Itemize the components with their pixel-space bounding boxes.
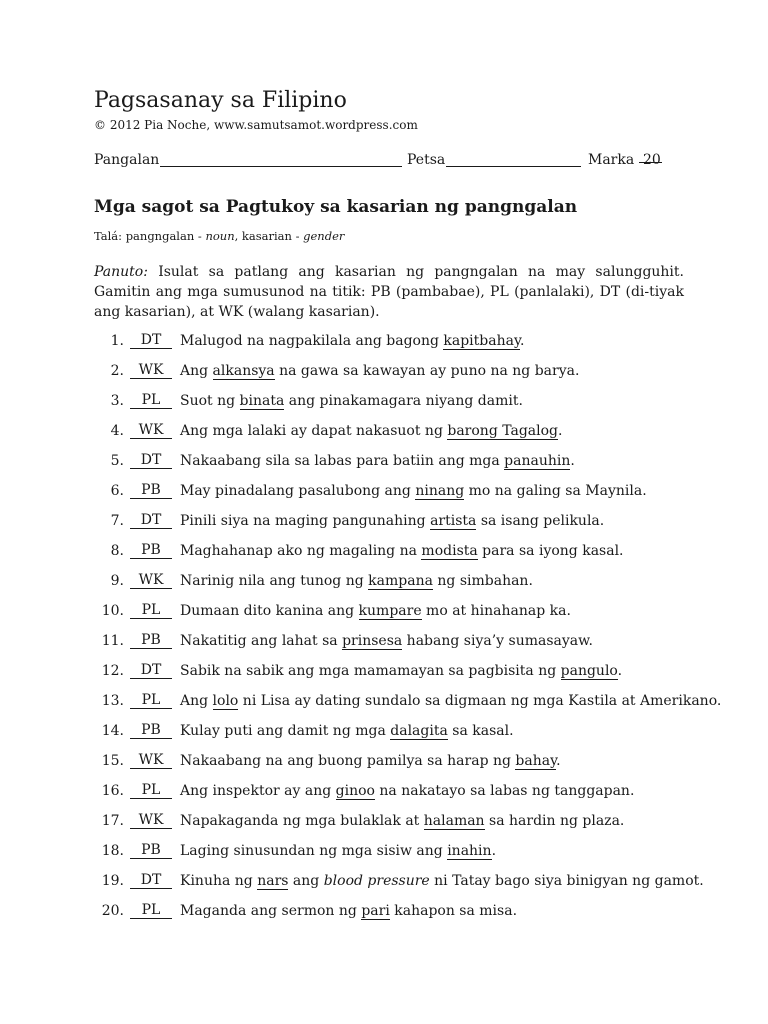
answer-blank[interactable]: PB bbox=[130, 842, 172, 859]
sentence-text: ni Lisa ay dating sundalo sa digmaan ng mga Kastila at Amerikano. bbox=[238, 693, 722, 709]
sentence-text: . bbox=[491, 843, 497, 859]
sentence-text: Napakaganda ng mga bulaklak at bbox=[180, 813, 424, 829]
sentence-text: sa hardin ng plaza. bbox=[484, 813, 625, 829]
item-sentence bbox=[180, 512, 604, 530]
item-number: 19. bbox=[101, 873, 124, 889]
sentence-text: . bbox=[570, 453, 575, 469]
underlined-noun: pari bbox=[361, 903, 390, 919]
item-sentence bbox=[180, 872, 704, 890]
answer-blank[interactable]: PL bbox=[130, 692, 172, 709]
date-label: Petsa bbox=[407, 152, 446, 168]
underlined-noun: barong Tagalog bbox=[447, 423, 559, 439]
answer-blank[interactable]: DT bbox=[130, 332, 172, 349]
sentence-text: May pinadalang pasalubong ang bbox=[180, 483, 416, 499]
answer-blank[interactable]: WK bbox=[130, 422, 172, 439]
list-item bbox=[0, 600, 768, 630]
list-item bbox=[0, 570, 768, 600]
sentence-text: habang siya’y sumasayaw. bbox=[402, 633, 593, 649]
sentence-text: para sa iyong kasal. bbox=[477, 543, 624, 559]
instructions-label: Panuto: bbox=[94, 264, 148, 280]
score-total: 20 bbox=[643, 152, 661, 168]
sentence-text: Ang mga lalaki ay dapat nakasuot ng bbox=[180, 423, 448, 439]
sentence-text: na nakatayo sa labas ng tanggapan. bbox=[374, 783, 635, 799]
item-number: 4. bbox=[110, 423, 124, 439]
answer-blank[interactable]: PL bbox=[130, 602, 172, 619]
answer-blank[interactable]: PB bbox=[130, 722, 172, 739]
sentence-text: Ang bbox=[180, 363, 213, 379]
item-number: 3. bbox=[110, 393, 124, 409]
underlined-noun: prinsesa bbox=[342, 633, 403, 649]
list-item bbox=[0, 630, 768, 660]
item-sentence bbox=[180, 722, 514, 740]
item-number: 15. bbox=[101, 753, 124, 769]
name-label: Pangalan bbox=[94, 152, 160, 168]
underlined-noun: bahay bbox=[515, 753, 557, 769]
item-number: 5. bbox=[110, 453, 124, 469]
sentence-text: Ang bbox=[180, 693, 213, 709]
list-item bbox=[0, 840, 768, 870]
answer-blank[interactable]: PL bbox=[130, 902, 172, 919]
list-item bbox=[0, 390, 768, 420]
sentence-text: ang bbox=[288, 873, 324, 889]
italic-term: blood pressure bbox=[323, 873, 430, 889]
list-item bbox=[0, 360, 768, 390]
underlined-noun: dalagita bbox=[390, 723, 448, 739]
sentence-text: . bbox=[520, 333, 525, 349]
item-number: 16. bbox=[101, 783, 124, 799]
sentence-text: mo na galing sa Maynila. bbox=[464, 483, 647, 499]
instructions bbox=[94, 262, 684, 322]
item-sentence bbox=[180, 752, 561, 770]
sentence-text: . bbox=[558, 423, 563, 439]
item-number: 17. bbox=[101, 813, 124, 829]
note-label: Talá: pangngalan - bbox=[94, 229, 206, 243]
list-item bbox=[0, 510, 768, 540]
list-item bbox=[0, 660, 768, 690]
item-number: 13. bbox=[101, 693, 124, 709]
sentence-text: Nakaabang sila sa labas para batiin ang mga bbox=[180, 453, 505, 469]
underlined-noun: panauhin bbox=[504, 453, 571, 469]
item-sentence bbox=[180, 782, 634, 800]
answer-blank[interactable]: WK bbox=[130, 812, 172, 829]
score-label: Marka bbox=[588, 152, 635, 168]
note-noun: noun bbox=[205, 229, 235, 243]
copyright-notice: © 2012 Pia Noche, www.samutsamot.wordpress.com bbox=[94, 118, 418, 132]
section-heading: Mga sagot sa Pagtukoy sa kasarian ng pangngalan bbox=[94, 197, 578, 217]
sentence-text: Kulay puti ang damit ng mga bbox=[180, 723, 391, 739]
underlined-noun: lolo bbox=[212, 693, 239, 709]
answer-blank[interactable]: PL bbox=[130, 392, 172, 409]
sentence-text: ang pinakamagara niyang damit. bbox=[284, 393, 523, 409]
item-number: 10. bbox=[101, 603, 124, 619]
list-item bbox=[0, 420, 768, 450]
item-number: 9. bbox=[110, 573, 124, 589]
item-sentence bbox=[180, 452, 575, 470]
sentence-text: Narinig nila ang tunog ng bbox=[180, 573, 369, 589]
underlined-noun: pangulo bbox=[560, 663, 618, 679]
instructions-text: Isulat sa patlang ang kasarian ng pangngalan na may salungguhit. Gamitin ang mga sumusunod na titik: PB (pambabae), PL (panlalaki), DT (di-tiyak ang kasarian), at WK (walang kasarian). bbox=[94, 264, 684, 320]
page-title: Pagsasanay sa Filipino bbox=[94, 88, 347, 113]
sentence-text: sa isang pelikula. bbox=[476, 513, 605, 529]
item-number: 6. bbox=[110, 483, 124, 499]
answer-blank[interactable]: DT bbox=[130, 452, 172, 469]
list-item bbox=[0, 330, 768, 360]
underlined-noun: kampana bbox=[368, 573, 433, 589]
item-sentence bbox=[180, 332, 524, 350]
underlined-noun: ninang bbox=[415, 483, 465, 499]
sentence-text: ng simbahan. bbox=[432, 573, 533, 589]
item-sentence bbox=[180, 902, 517, 920]
item-sentence bbox=[180, 662, 622, 680]
item-number: 18. bbox=[101, 843, 124, 859]
answer-blank[interactable]: WK bbox=[130, 572, 172, 589]
list-item bbox=[0, 870, 768, 900]
underlined-noun: kapitbahay bbox=[443, 333, 521, 349]
item-number: 11. bbox=[101, 633, 124, 649]
sentence-text: Kinuha ng bbox=[180, 873, 258, 889]
sentence-text: kahapon sa misa. bbox=[389, 903, 518, 919]
sentence-text: Ang inspektor ay ang bbox=[180, 783, 336, 799]
item-number: 14. bbox=[101, 723, 124, 739]
item-sentence bbox=[180, 392, 523, 410]
item-sentence bbox=[180, 632, 593, 650]
sentence-text: . bbox=[556, 753, 561, 769]
sentence-text: Sabik na sabik ang mga mamamayan sa pagbisita ng bbox=[180, 663, 561, 679]
list-item bbox=[0, 900, 768, 930]
underlined-noun: binata bbox=[239, 393, 285, 409]
answer-blank[interactable]: DT bbox=[130, 872, 172, 889]
sentence-text: . bbox=[617, 663, 623, 679]
underlined-noun: artista bbox=[430, 513, 477, 529]
item-number: 1. bbox=[110, 333, 124, 349]
list-item bbox=[0, 720, 768, 750]
sentence-text: Nakatitig ang lahat sa bbox=[180, 633, 343, 649]
note-mid: , kasarian - bbox=[234, 229, 304, 243]
sentence-text: sa kasal. bbox=[447, 723, 514, 739]
answer-blank[interactable]: DT bbox=[130, 512, 172, 529]
sentence-text: Pinili siya na maging pangunahing bbox=[180, 513, 431, 529]
sentence-text: Malugod na nagpakilala ang bagong bbox=[180, 333, 444, 349]
item-sentence bbox=[180, 692, 721, 710]
item-number: 12. bbox=[101, 663, 124, 679]
underlined-noun: halaman bbox=[423, 813, 485, 829]
sentence-text: Dumaan dito kanina ang bbox=[180, 603, 359, 619]
underlined-noun: kumpare bbox=[358, 603, 422, 619]
answer-blank[interactable]: PB bbox=[130, 542, 172, 559]
underlined-noun: alkansya bbox=[212, 363, 275, 379]
sentence-text: Maghahanap ako ng magaling na bbox=[180, 543, 422, 559]
item-sentence bbox=[180, 362, 579, 380]
answer-blank[interactable]: DT bbox=[130, 662, 172, 679]
sentence-text: ni Tatay bago siya binigyan ng gamot. bbox=[429, 873, 704, 889]
underlined-noun: inahin bbox=[447, 843, 492, 859]
list-item bbox=[0, 450, 768, 480]
answer-blank[interactable]: WK bbox=[130, 752, 172, 769]
note-gender: gender bbox=[303, 229, 345, 243]
item-sentence bbox=[180, 602, 571, 620]
underlined-noun: modista bbox=[421, 543, 478, 559]
item-number: 7. bbox=[110, 513, 124, 529]
list-item bbox=[0, 750, 768, 780]
note-line bbox=[94, 229, 344, 244]
answer-blank[interactable]: PB bbox=[130, 482, 172, 499]
sentence-text: Maganda ang sermon ng bbox=[180, 903, 362, 919]
item-number: 20. bbox=[101, 903, 124, 919]
list-item bbox=[0, 480, 768, 510]
list-item bbox=[0, 780, 768, 810]
list-item bbox=[0, 810, 768, 840]
item-sentence bbox=[180, 842, 496, 860]
answer-blank[interactable]: PB bbox=[130, 632, 172, 649]
list-item bbox=[0, 690, 768, 720]
item-sentence bbox=[180, 812, 624, 830]
underlined-noun: ginoo bbox=[335, 783, 375, 799]
item-sentence bbox=[180, 542, 624, 560]
date-field-line[interactable] bbox=[446, 166, 581, 167]
item-sentence bbox=[180, 422, 562, 440]
item-number: 2. bbox=[110, 363, 124, 379]
item-sentence bbox=[180, 482, 647, 500]
name-field-line[interactable] bbox=[160, 166, 402, 167]
list-item bbox=[0, 540, 768, 570]
sentence-text: na gawa sa kawayan ay puno na ng barya. bbox=[274, 363, 580, 379]
student-info-row bbox=[94, 150, 674, 180]
answer-blank[interactable]: WK bbox=[130, 362, 172, 379]
sentence-text: mo at hinahanap ka. bbox=[421, 603, 571, 619]
item-number: 8. bbox=[110, 543, 124, 559]
sentence-text: Suot ng bbox=[180, 393, 240, 409]
sentence-text: Laging sinusundan ng mga sisiw ang bbox=[180, 843, 448, 859]
underlined-noun: nars bbox=[257, 873, 289, 889]
item-sentence bbox=[180, 572, 533, 590]
sentence-text: Nakaabang na ang buong pamilya sa harap ng bbox=[180, 753, 516, 769]
answer-blank[interactable]: PL bbox=[130, 782, 172, 799]
